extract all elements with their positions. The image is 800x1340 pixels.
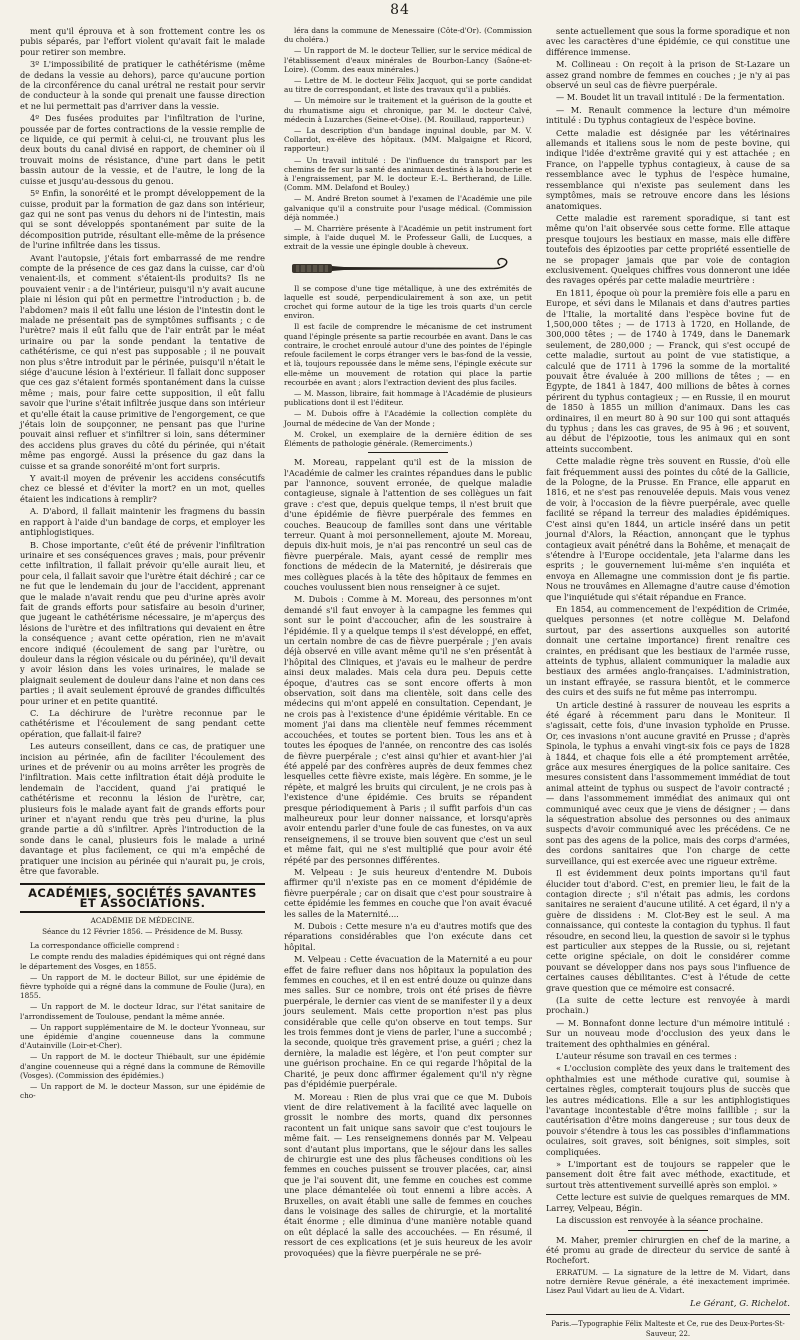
paragraph: ment qu'il éprouva et à son frottement contre les os pubis séparés, par l'effort violent qu'avait fait le malade pour retirer son membre.: [20, 26, 265, 57]
paragraph: 5º Enfin, la sonoréité et le prompt développement de la cuisse, produit par la formation de gaz dans son intérieur, gaz qui ne sont pas venus du dehors ni de l'intestin, mais qui se sont développés spontanément par suite de la décomposition putride, résultant elle-même de la présence de l'urine infiltrée dans les tissus.: [20, 188, 265, 251]
paragraph: — Un mémoire sur le traitement et la guérison de la goutte et du rhumatisme aigu et chronique, par M. le docteur Calvé, médecin à Luzarches (Seine-et-Oise). (M. Rouillaud, rapporteur.): [284, 96, 532, 124]
paragraph: M. Crokel, un exemplaire de la dernière édition de ses Éléments de pathologie générale. (Remerciments.): [284, 429, 532, 448]
paragraph: — Un rapport de M. le docteur Masson, sur une épidémie de cho-: [20, 1081, 265, 1101]
paragraph: En 1854, au commencement de l'expédition de Crimée, quelques personnes (et notre collègue M. Delafond surtout, par des assertions auxquelles son autorité donnait une certaine importance) firent renaître ces craintes, en prédisant que les bestiaux de l'armée russe, atteints de typhus, allaient communiquer la maladie aux bestiaux des armées anglo-françaises. L'administration, un instant effrayée, se rassura bientôt, et le commerce des cuirs et des suifs ne fut même pas interrompu.: [546, 603, 790, 698]
paragraph: Les auteurs conseillent, dans ce cas, de pratiquer une incision au périnée, afin de faciliter l'écoulement des urines et de prévenir ou au moins arrêter les progrès de l'infiltration. Mais cette infiltration était déjà produite le lendemain de l'accident, quand j'ai pratiqué le cathétérisme et reconnu la lésion de l'urètre, car, plusieurs fois le malade ayant fait de grands efforts pour uriner et n'ayant rendu que très peu d'urine, la plus grande partie a dû s'infiltrer. Après l'introduction de la sonde dans le canal, plusieurs fois le malade a uriné davantage et plus facilement, ce qui m'a empêché de pratiquer une incision au périnée qui n'aurait pu, je crois, être que favorable.: [20, 741, 265, 877]
paragraph: Un article destiné à rassurer de nouveau les esprits a été égaré à récemment paru dans le Moniteur. Il s'agissait, cette fois, d'une invasion typhoïde en Prusse. Or, ces invasions n'ont aucune gravité en Prusse ; d'après Spinola, le typhus a envahi vingt-six fois ce pays de 1828 à 1844, et chaque fois elle a été promptement arrêtée, grâce aux mesures énergiques de la police sanitaire. Ces mesures consistent dans l'assommement immédiat de tout animal atteint de typhus ou suspect de l'avoir contracté ; — dans l'assommement immédiat des animaux qui ont communiqué avec ceux que je viens de désigner ; — dans la séquestration absolue des personnes ou des animaux suspects d'avoir communiqué avec les précédens. Ce ne sont pas des agens de la police, mais des corps d'armées, des cordons sanitaires que l'on charge de cette surveillance, qui est exercée avec une rigueur extrême.: [546, 699, 790, 866]
column-left: [20, 26, 265, 1116]
divider: [368, 452, 448, 453]
paragraph: (La suite de cette lecture est renvoyée à mardi prochain.): [546, 994, 790, 1016]
paragraph: La correspondance officielle comprend :: [30, 941, 180, 951]
paragraph: Y avait-il moyen de prévenir les accidens consécutifs chez ce blessé et d'éviter la mort? en un mot, quelles étaient les indications à remplir?: [20, 473, 265, 504]
hook-instrument-icon: [284, 255, 532, 281]
page-number: 84: [390, 2, 410, 18]
section-title: ACADÉMIES, SOCIÉTÉS SAVANTES ET ASSOCIATIONS.: [20, 883, 265, 914]
paragraph: M. Dubois : Cette mesure n'a eu d'autres motifs que des réparations considérables que l'on exécute dans cet hôpital.: [284, 921, 532, 952]
paragraph: — M. Charrière présente à l'Académie un petit instrument fort simple, à l'aide duquel M. le Professeur Galli, de Lucques, a extrait de la vessie une épingle double à cheveux.: [284, 224, 532, 252]
paragraph: — M. André Breton soumet à l'examen de l'Académie une pile galvanique qu'il a construite pour l'usage médical. (Commission déjà nommée.): [284, 194, 532, 222]
paragraph: Avant l'autopsie, j'étais fort embarrassé de me rendre compte de la présence de ces gaz dans la cuisse, car d'où venaient-ils, et comment s'étaient-ils produits? Ils ne pouvaient venir : a de l'intérieur, puisqu'il n'y avait aucune plaie ni lésion qui pût en permettre l'introduction ; b. de l'abdomen? mais il eût fallu une lésion de l'intestin dont le malade ne présentait pas de symptômes suffisants ; c de l'urètre? mais il eût fallu que de l'air entrât par le méat urinaire ou par la sonde pendant la tentative de cathétérisme, ce qui n'est pas supposable ; il ne pouvait non plus s'être introduit par le périnée, puisqu'il n'était le siége d'aucune lésion à l'extérieur. Il fallait donc supposer que ces gaz s'étaient formés spontanément dans la cuisse même ; mais, pour faire cette supposition, il eût fallu savoir que l'urine s'était infiltrée jusque dans son intérieur et qu'elle était la cause primitive de l'engorgement, ce que j'étais loin de soupçonner, ne pensant pas que l'urine pouvait ainsi refluer et s'infiltrer si loin, sans déterminer des accidens plus graves du côté du périnée, qui n'était même pas engorgé. Aussi la présence du gaz dans la cuisse et sa grande sonoréité m'ont fort surpris.: [20, 252, 265, 471]
paragraph: La discussion est renvoyée à la séance prochaine.: [556, 1215, 764, 1226]
paragraph: — La description d'un bandage inguinal double, par M. V. Collardot, ex-élève des hôpitaux. (MM. Malgaigne et Ricord, rapporteur.): [284, 126, 532, 154]
paragraph: M. Maher, premier chirurgien en chef de la marine, a été promu au grade de directeur du service de santé à Rochefort.: [546, 1234, 790, 1266]
paragraph: Cette lecture est suivie de quelques remarques de MM. Larrey, Velpeau, Bégin.: [546, 1192, 790, 1213]
seance-line: Séance du 12 Février 1856. — Présidence de M. Bussy.: [42, 926, 243, 936]
paragraph: 4º Des fusées produites par l'infiltration de l'urine, poussée par de fortes contractions de la vessie remplie de ce liquide, ce qui permit à celui-ci, ne trouvant plus les deux bouts du canal divisé en rapport, de cheminer où il trouvait moins de résistance, d'une part dans le petit bassin autour de la vessie, et de l'autre, le long de la cuisse et jusqu'au-dessous du genou.: [20, 113, 265, 186]
paragraph: — M. Masson, libraire, fait hommage à l'Académie de plusieurs publications dont il est l'éditeur.: [284, 388, 532, 408]
printer-imprint: Paris.—Typographie Félix Malteste et Ce, rue des Deux-Portes-St-Sauveur, 22.: [551, 1319, 785, 1339]
paragraph: Cette maladie est rarement sporadique, si tant est même qu'on l'ait observée sous cette forme. Elle attaque presque toujours les bestiaux en masse, mais elle diffère toutefois des épizooties par cette propriété essentielle de ne se propager jamais que par voie de contagion exclusivement. Quelques chiffres vous donneront une idée des ravages opérés par cette maladie meurtrière :: [546, 212, 790, 286]
paragraph: — Un travail intitulé : De l'influence du transport par les chemins de fer sur la santé des animaux destinés à la boucherie et à l'engraissement, par M. le docteur E.-L. Bertherand, de Lille. (Comm. MM. Delafond et Bouley.): [284, 155, 532, 193]
paragraph: « L'occlusion complète des yeux dans le traitement des ophthalmies est une méthode curative qui, soumise à certaines règles, compterait toujours plus de succès que les autres médications. Elle a sur les antiphlogistiques l'avantage incontestable d'être moins faillible ; sur la cautérisation d'être moins dangereuse ; sur tous deux de pouvoir s'étendre à tous les cas possibles d'inflammations oculaires, soit graves, soit bénignes, soit simples, soit compliquées.: [546, 1063, 790, 1157]
paragraph: Il se compose d'une tige métallique, à une des extrémités de laquelle est soudé, perpendiculairement à son axe, un petit crochet qui forme autour de la tige les trois quarts d'un cercle environ.: [284, 283, 532, 321]
paragraph: Cette maladie est désignée par les vétérinaires allemands et italiens sous le nom de peste bovine, qui indique l'idée d'extrême gravité qui y est attachée ; en France, on l'appelle typhus contagieux, à cause de sa ressemblance avec le typhus de l'espèce humaine, ressemblance qui n'existe pas seulement dans les symptômes, mais se retrouve encore dans les lésions anatomiques.: [546, 127, 790, 211]
paragraph: M. Moreau : Rien de plus vrai que ce que M. Dubois vient de dire relativement à la facilité avec laquelle on grossit le nombre des morts, quand dix personnes racontent un fait unique sans savoir que c'est toujours le même fait. — Les renseignemens donnés par M. Velpeau sont d'autant plus importans, que le séjour dans les salles de chirurgie est une des plus fâcheuses conditions où les femmes en couches puissent se trouver placées, car, ainsi que je l'ai souvent dit, une femme en couches est comme une place démantelée où tout ennemi a libre accès. A Bruxelles, on avait établi une salle de femmes en couches dans le voisinage des salles de chirurgie, et la mortalité était énorme ; elle diminua d'une manière notable quand on eût déplacé la salle des accouchées. — En résumé, il ressort de ces explications (et je suis heureux de les avoir provoquées) que la fièvre puerpérale ne se pré-: [284, 1091, 532, 1258]
paragraph: 3º L'impossibilité de pratiquer le cathétérisme (même de dedans la vessie au dehors), parce qu'aucune portion de la circonférence du canal urétral ne restait pour servir de conducteur à la sonde qui prenait une fausse direction et ne lui permettait pas d'arriver dans la vessie.: [20, 59, 265, 111]
section-subtitle: ACADÉMIE DE MÉDECINE.: [90, 916, 195, 926]
paragraph: M. Dubois : Comme à M. Moreau, des personnes m'ont demandé s'il faut envoyer à la campagne les femmes qui sont sur le point d'accoucher, afin de les soustraire à l'épidémie. Il y a quelque temps il s'est développé, en effet, un certain nombre de cas de fièvre puerpérale ; j'en avais déjà observé en ville avant même qu'il ne s'en présentât à l'hôpital des Cliniques, et j'avais eu le malheur de perdre ainsi deux malades. Mais cela dura peu. Depuis cette époque, d'autres cas se sont encore offerts à mon observation, soit dans ma clientèle, soit dans celle des médecins qui m'ont appelé en consultation. Cependant, je ne crois pas à l'existence d'une épidémie véritable. En ce moment j'ai dans ma clientèle neuf femmes récemment accouchées, et toutes se portent bien. Tous les ans et à toutes les époques de l'année, on rencontre des cas isolés de fièvre puerpérale ; c'est ainsi qu'hier et avant-hier j'ai été appelé par des confrères auprès de deux femmes chez lesquelles cette fièvre existe, mais légère. En somme, je le répète, et malgré les bruits qui circulent, je ne crois pas à l'existence d'une épidémie. Ces bruits se répandent presque périodiquement à Paris ; il suffit parfois d'un cas malheureux pour leur donner naissance, et lorsqu'après avoir entendu parler d'une foule de cas funestes, on va aux renseignemens, il se trouve bien souvent que c'est un seul et même fait, qui ne s'est multiplié que pour avoir été répété par des personnes différentes.: [284, 594, 532, 865]
paragraph: Cette maladie règne très souvent en Russie, d'où elle fait fréquemment aussi des pointes du côté de la Gallicie, de la Pologne, de la Prusse. En France, elle apparut en 1816, et ne s'est pas renouvelée depuis. Mais vous venez de voir, à l'occasion de la fièvre puerpérale, avec quelle facilité se répand la terreur des maladies épidémiques. C'est ainsi qu'en 1844, un article inséré dans un petit journal d'Alors, la Réaction, annonçant que le typhus contagieux avait pénétré dans la Bohême, et menaçait de s'étendre à l'Europe occidentale, jeta l'alarme dans les esprits ; le gouvernement lui-même s'en inquiéta et envoya en Allemagne une commission dont je fis partie. Nous ne trouvâmes en Allemagne d'autre cause d'émotion que l'inquiétude qui s'était répandue en France.: [546, 456, 790, 602]
paragraph: M. Moreau, rappelant qu'il est de la mission de l'Académie de calmer les craintes répandues dans le public par l'annonce, souvent erronée, de quelque maladie contagieuse, signale à l'attention de ses collègues un fait grave : c'est que, depuis quelque temps, il n'est bruit que d'une épidémie de fièvre puerpérale des femmes en couches. Beaucoup de familles sont dans une véritable terreur. Quant à moi personnellement, ajoute M. Moreau, depuis dix-huit mois, je n'ai pas rencontré un seul cas de fièvre puerpérale. Mais, ayant cessé de remplir mes fonctions de médecin de la Maternité, je désirerais que mes collègues placés à la tête des hôpitaux de femmes en couches voulussent bien nous renseigner à ce sujet.: [284, 457, 532, 592]
paragraph: — Un rapport supplémentaire de M. le docteur Yvonneau, sur une épidémie d'angine couenneuse dans la commune d'Autainville (Loir-et-Cher).: [20, 1022, 265, 1051]
paragraph: Il est évidemment deux points importans qu'il faut élucider tout d'abord. C'est, en premier lieu, le fait de la contagion directe ; s'il n'était pas admis, les cordons sanitaires ne seraient d'aucune utilité. A cet égard, il n'y a guère de dissidens : M. Clot-Bey est le seul. A ma connaissance, qui conteste la contagion du typhus. Il faut résoudre, en second lieu, la question de savoir si le typhus est particulier aux steppes de la Russie, ou si, rejetant cette origine spéciale, on doit le considérer comme pouvant se développer dans nos pays sous l'influence de certaines causes débilitantes. C'est à l'étude de cette grave question que ce mémoire est consacré.: [546, 868, 790, 993]
divider: [546, 1314, 790, 1315]
paragraph: A. D'abord, il fallait maintenir les fragmens du bassin en rapport à l'aide d'un bandage de corps, et employer les antiphlogistiques.: [20, 506, 265, 538]
paragraph: M. Velpeau : Je suis heureux d'entendre M. Dubois affirmer qu'il n'existe pas en ce moment d'épidémie de fièvre puerpérale ; car on disait que c'est pour soustraire à cette épidémie les femmes en couche que l'on avait évacué les salles de la Maternité....: [284, 866, 532, 919]
paragraph: sente actuellement que sous la forme sporadique et non avec les caractères d'une épidémie, ce qui constitue une différence immense.: [546, 26, 790, 57]
paragraph: — Un rapport de M. le docteur Tellier, sur le service médical de l'établissement d'eaux minérales de Bourbon-Lancy (Saône-et-Loire). (Comm. des eaux minérales.): [284, 46, 532, 74]
paragraph: — M. Renault commence la lecture d'un mémoire intitulé : Du typhus contagieux de l'espèce bovine.: [546, 104, 790, 126]
paragraph: Il est facile de comprendre le mécanisme de cet instrument quand l'épingle présente sa partie recourbée en avant. Dans le cas contraire, le crochet enroulé autour d'une des pointes de l'épingle refoule facilement le corps étranger vers le bas-fond de la vessie, et là, toujours repoussée dans le même sens, l'épingle exécute sur elle-même un mouvement de rotation qui place la partie recourbée en avant ; alors l'extraction devient des plus faciles.: [284, 322, 532, 387]
paragraph: — M. Boudet lit un travail intitulé : De la fermentation.: [556, 92, 785, 103]
paragraph: » L'important est de toujours se rappeler que le pansement doit être fait avec méthode, exactitude, et surtout très attentivement surveillé après son emploi. »: [546, 1159, 790, 1190]
paragraph: léra dans la commune de Menessaire (Côte-d'Or). (Commission du choléra.): [284, 26, 532, 45]
paragraph: En 1811, époque où pour la première fois elle a paru en Europe, et sévi dans le Milanais et dans d'autres parties de l'Italie, la mortalité dans l'espèce bovine fut de 1,500,000 têtes ; — de 1713 à 1720, en Hollande, de 300,000 têtes ; — de 1740 à 1749, dans le Danemark seulement, de 280,000 ; — Franck, qui s'est occupé de cette maladie, surtout au point de vue statistique, a calculé que de 1711 à 1796 la somme de la mortalité pouvait être évaluée à 200 millions de têtes ; — en Égypte, de 1841 à 1847, 400 millions de bêtes à cornes périrent du typhus contagieux ; — en Russie, il en mourut de 1850 à 1855 un million d'animaux. Dans les cas ordinaires, il en meurt 80 à 90 sur 100 qui sont attaqués du typhus ; dans les cas graves, de 95 à 96 ; et souvent, au début de l'épizootie, tous les animaux qui en sont atteints succombent.: [546, 287, 790, 454]
paragraph: L'auteur résume son travail en ces termes :: [556, 1051, 737, 1061]
column-middle: [284, 26, 532, 1258]
column-right: [546, 26, 790, 1339]
paragraph: ERRATUM. — La signature de la lettre de M. Vidart, dans notre dernière Revue générale, a été inexactement imprimée. Lisez Paul Vidart au lieu de A. Vidart.: [546, 1267, 790, 1296]
divider: [628, 1230, 708, 1231]
paragraph: B. Chose importante, c'eût été de prévenir l'infiltration urinaire et ses conséquences graves ; mais, pour prévenir cette infiltration, il fallait prévoir qu'elle aurait lieu, et pour cela, il fallait savoir que l'urètre était déchiré ; car ce ne fut que le lendemain du jour de l'accident, apprenant que le malade n'avait rendu que peu d'urine après avoir fait de grands efforts pour satisfaire au besoin d'uriner, que jugeant le cathétérisme nécessaire, je m'aperçus des lésions de l'urètre et des infiltrations qui devaient en être la conséquence ; avant cette opération, rien ne m'avait encore indiqué (écoulement de sang par l'urètre, ou douleur dans la région vésicale ou du périnée), qu'il devait y avoir lésion dans les voies urinaires, le malade se plaignait seulement de douleur dans l'aine et non dans ces parties ; il avait seulement éprouvé de grandes difficultés pour uriner et en petite quantité.: [20, 539, 265, 706]
paragraph: — M. Dubois offre à l'Académie la collection complète du Journal de médecine de Van der Monde ;: [284, 409, 532, 428]
paragraph: — M. Bonnafont donne lecture d'un mémoire intitulé : Sur un nouveau mode d'occlusion des yeux dans le traitement des ophthalmies en général.: [546, 1017, 790, 1049]
signature-line: Le Gérant, G. Richelot.: [690, 1299, 790, 1310]
instrument-illustration: [284, 255, 532, 281]
paragraph: — Lettre de M. le docteur Félix Jacquot, qui se porte candidat au titre de correspondant, et liste des travaux qu'il a publiés.: [284, 76, 532, 95]
paragraph: — Un rapport de M. le docteur Billot, sur une épidémie de fièvre typhoïde qui a régné dans la commune de Foulie (Jura), en 1855.: [20, 972, 265, 1001]
paragraph: M. Velpeau : Cette évacuation de la Maternité a eu pour effet de faire refluer dans nos hôpitaux la population des femmes en couches, et il en est entré douze ou quinze dans mes salles. Sur ce nombre, trois ont été prises de fièvre puerpérale, le dernier cas vient de se manifester il y a deux jours seulement. Mais cette proportion n'est pas plus considérable que celle qu'on observe en tout temps. Sur les trois femmes dont je viens de parler, l'une a succombé ; la seconde, quoique très gravement prise, a guéri ; chez la dernière, la maladie est légère, et l'on peut compter sur une guérison prochaine. En ce qui regarde l'hôpital de la Charité, je peux donc affirmer également qu'il n'y règne pas d'épidémie puerpérale.: [284, 954, 532, 1090]
paragraph: — Un rapport de M. le docteur Thiébault, sur une épidémie d'angine couenneuse qui a régné dans la commune de Rémoville (Vosges). (Commission des épidémies.): [20, 1052, 265, 1080]
paragraph: M. Collineau : On reçoit à la prison de St-Lazare un assez grand nombre de femmes en couches ; je n'y ai pas observé un seul cas de fièvre puerpérale.: [546, 59, 790, 91]
paragraph: Le compte rendu des maladies épidémiques qui ont régné dans le département des Vosges, en 1855.: [20, 952, 265, 971]
paragraph: — Un rapport de M. le docteur Idrac, sur l'état sanitaire de l'arrondissement de Toulouse, pendant la même année.: [20, 1002, 265, 1021]
paragraph: C. La déchirure de l'urètre reconnue par le cathétérisme et l'écoulement de sang pendant cette opération, que fallait-il faire?: [20, 708, 265, 739]
